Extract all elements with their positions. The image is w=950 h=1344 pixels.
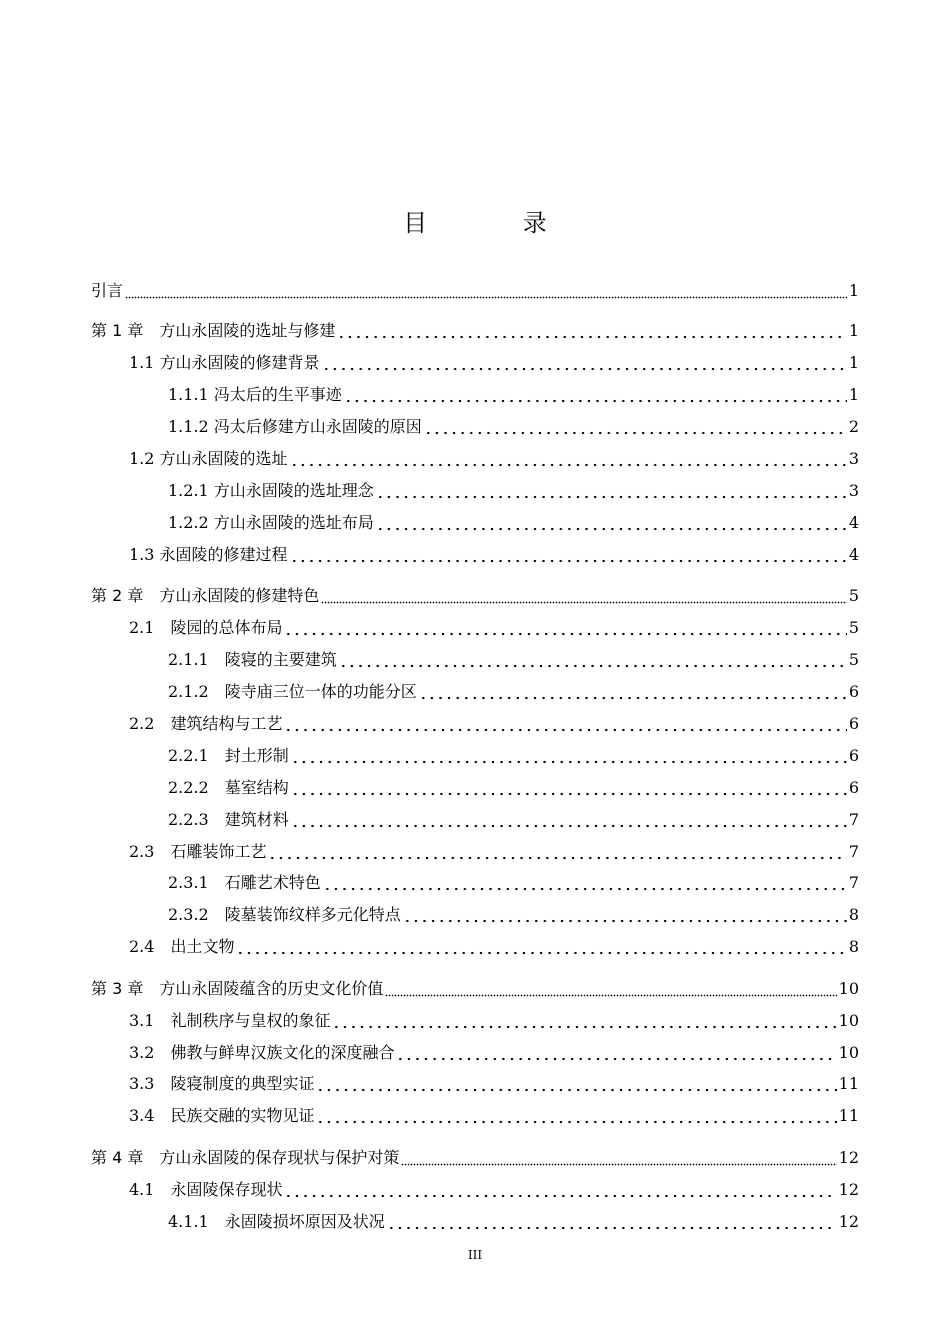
dot-leader	[291, 744, 847, 764]
toc-entry-section[interactable]	[0, 840, 950, 864]
toc-entry-page: 3	[848, 449, 859, 468]
dot-leader	[337, 319, 846, 339]
toc-entry-page: 6	[848, 746, 859, 765]
toc-entry-page: 5	[848, 618, 859, 637]
toc-entry-label: 第 3 章 方山永固陵蕴含的历史文化价值	[91, 979, 384, 998]
toc-entry-subsection[interactable]	[0, 415, 950, 439]
toc-entry-label: 2.1.1 陵寝的主要建筑	[168, 650, 337, 669]
toc-entry-page: 2	[848, 417, 859, 436]
dot-leader	[344, 383, 847, 403]
dot-leader	[316, 1104, 836, 1124]
toc-entry-section[interactable]	[0, 1009, 950, 1033]
toc-entry-page: 11	[838, 1074, 859, 1093]
toc-entry-page: 10	[838, 979, 859, 998]
toc-entry-chapter-3[interactable]	[0, 977, 950, 1001]
toc-entry-label: 第 2 章 方山永固陵的修建特色	[91, 586, 320, 605]
toc-entry-chapter-4[interactable]	[0, 1146, 950, 1170]
dot-leader	[401, 1146, 836, 1166]
toc-entry-introduction[interactable]	[0, 279, 950, 303]
toc-entry-page: 11	[838, 1106, 859, 1125]
toc-entry-page: 4	[848, 545, 859, 564]
dot-leader	[385, 977, 836, 997]
toc-entry-label: 3.3 陵寝制度的典型实证	[129, 1074, 315, 1093]
dot-leader	[321, 584, 846, 604]
dot-leader	[284, 712, 846, 732]
toc-entry-section[interactable]	[0, 543, 950, 567]
toc-entry-page: 1	[848, 321, 859, 340]
toc-entry-page: 6	[848, 714, 859, 733]
toc-entry-label: 1.2.1 方山永固陵的选址理念	[168, 481, 374, 500]
toc-entry-page: 8	[848, 905, 859, 924]
dot-leader	[403, 903, 847, 923]
toc-entry-label: 2.3 石雕装饰工艺	[129, 842, 267, 861]
toc-entry-subsection[interactable]	[0, 479, 950, 503]
toc-entry-label: 第 4 章 方山永固陵的保存现状与保护对策	[91, 1148, 400, 1167]
toc-entry-label: 2.2.2 墓室结构	[168, 778, 289, 797]
toc-entry-chapter-2[interactable]	[0, 584, 950, 608]
toc-title: 目 录	[403, 209, 591, 237]
dot-leader	[290, 543, 847, 563]
toc-entry-section[interactable]	[0, 447, 950, 471]
dot-leader	[316, 1072, 836, 1092]
toc-entry-page: 12	[838, 1212, 859, 1231]
dot-leader	[322, 351, 847, 371]
toc-entry-subsection[interactable]	[0, 744, 950, 768]
toc-entry-subsection[interactable]	[0, 808, 950, 832]
dot-leader	[339, 648, 847, 668]
toc-entry-subsection[interactable]	[0, 1210, 950, 1234]
toc-entry-section[interactable]	[0, 1041, 950, 1065]
toc-entry-page: 5	[848, 586, 859, 605]
dot-leader	[424, 415, 847, 435]
dot-leader	[332, 1009, 836, 1029]
toc-entry-page: 10	[838, 1043, 859, 1062]
toc-entry-subsection[interactable]	[0, 511, 950, 535]
toc-entry-page: 8	[848, 937, 859, 956]
toc-entry-page: 7	[848, 873, 859, 892]
toc-entry-subsection[interactable]	[0, 903, 950, 927]
dot-leader	[284, 1178, 836, 1198]
toc-entry-label: 1.2 方山永固陵的选址	[129, 449, 288, 468]
toc-entry-label: 2.2 建筑结构与工艺	[129, 714, 283, 733]
toc-entry-subsection[interactable]	[0, 871, 950, 895]
toc-entry-page: 3	[848, 481, 859, 500]
toc-entry-label: 4.1.1 永固陵损坏原因及状况	[168, 1212, 385, 1231]
toc-entry-page: 7	[848, 810, 859, 829]
toc-entry-label: 2.1.2 陵寺庙三位一体的功能分区	[168, 682, 417, 701]
toc-entry-page: 5	[848, 650, 859, 669]
dot-leader	[419, 680, 847, 700]
dot-leader	[323, 871, 847, 891]
dot-leader	[284, 616, 846, 636]
toc-entry-subsection[interactable]	[0, 776, 950, 800]
toc-entry-label: 2.2.1 封土形制	[168, 746, 289, 765]
toc-entry-page: 6	[848, 778, 859, 797]
toc-entry-label: 第 1 章 方山永固陵的选址与修建	[91, 321, 336, 340]
dot-leader	[290, 447, 847, 467]
toc-entry-section[interactable]	[0, 616, 950, 640]
toc-entry-label: 3.1 礼制秩序与皇权的象征	[129, 1011, 331, 1030]
toc-entry-page: 12	[838, 1180, 859, 1199]
dot-leader	[291, 808, 847, 828]
dot-leader	[376, 479, 847, 499]
toc-entry-label: 2.3.2 陵墓装饰纹样多元化特点	[168, 905, 401, 924]
toc-entry-page: 1	[848, 353, 859, 372]
toc-entry-section[interactable]	[0, 351, 950, 375]
toc-entry-label: 2.4 出土文物	[129, 937, 235, 956]
toc-entry-label: 引言	[91, 281, 124, 300]
dot-leader	[236, 935, 846, 955]
toc-entry-section[interactable]	[0, 935, 950, 959]
toc-entry-label: 1.1.2 冯太后修建方山永固陵的原因	[168, 417, 422, 436]
dot-leader	[376, 511, 847, 531]
toc-entry-section[interactable]	[0, 1104, 950, 1128]
toc-entry-label: 2.1 陵园的总体布局	[129, 618, 283, 637]
toc-entry-page: 1	[848, 281, 859, 300]
dot-leader	[387, 1210, 837, 1230]
dot-leader	[396, 1041, 836, 1061]
toc-entry-page: 7	[848, 842, 859, 861]
toc-entry-page: 1	[848, 385, 859, 404]
toc-entry-label: 1.1 方山永固陵的修建背景	[129, 353, 320, 372]
toc-entry-page: 6	[848, 682, 859, 701]
toc-entry-subsection[interactable]	[0, 680, 950, 704]
toc-entry-label: 2.2.3 建筑材料	[168, 810, 289, 829]
dot-leader	[291, 776, 847, 796]
toc-entry-page: 10	[838, 1011, 859, 1030]
toc-entry-label: 2.3.1 石雕艺术特色	[168, 873, 321, 892]
toc-entry-section[interactable]	[0, 1178, 950, 1202]
page-number: III	[467, 1248, 483, 1262]
toc-entry-label: 4.1 永固陵保存现状	[129, 1180, 283, 1199]
toc-entry-chapter-1[interactable]	[0, 319, 950, 343]
toc-entry-page: 4	[848, 513, 859, 532]
toc-entry-label: 3.2 佛教与鲜卑汉族文化的深度融合	[129, 1043, 395, 1062]
toc-entry-section[interactable]	[0, 712, 950, 736]
toc-entry-label: 3.4 民族交融的实物见证	[129, 1106, 315, 1125]
toc-entry-subsection[interactable]	[0, 648, 950, 672]
toc-entry-label: 1.3 永固陵的修建过程	[129, 545, 288, 564]
toc-entry-label: 1.2.2 方山永固陵的选址布局	[168, 513, 374, 532]
toc-entry-section[interactable]	[0, 1072, 950, 1096]
toc-entry-label: 1.1.1 冯太后的生平事迹	[168, 385, 342, 404]
toc-entry-subsection[interactable]	[0, 383, 950, 407]
toc-entry-page: 12	[838, 1148, 859, 1167]
dot-leader	[268, 840, 846, 860]
dot-leader	[125, 279, 847, 299]
